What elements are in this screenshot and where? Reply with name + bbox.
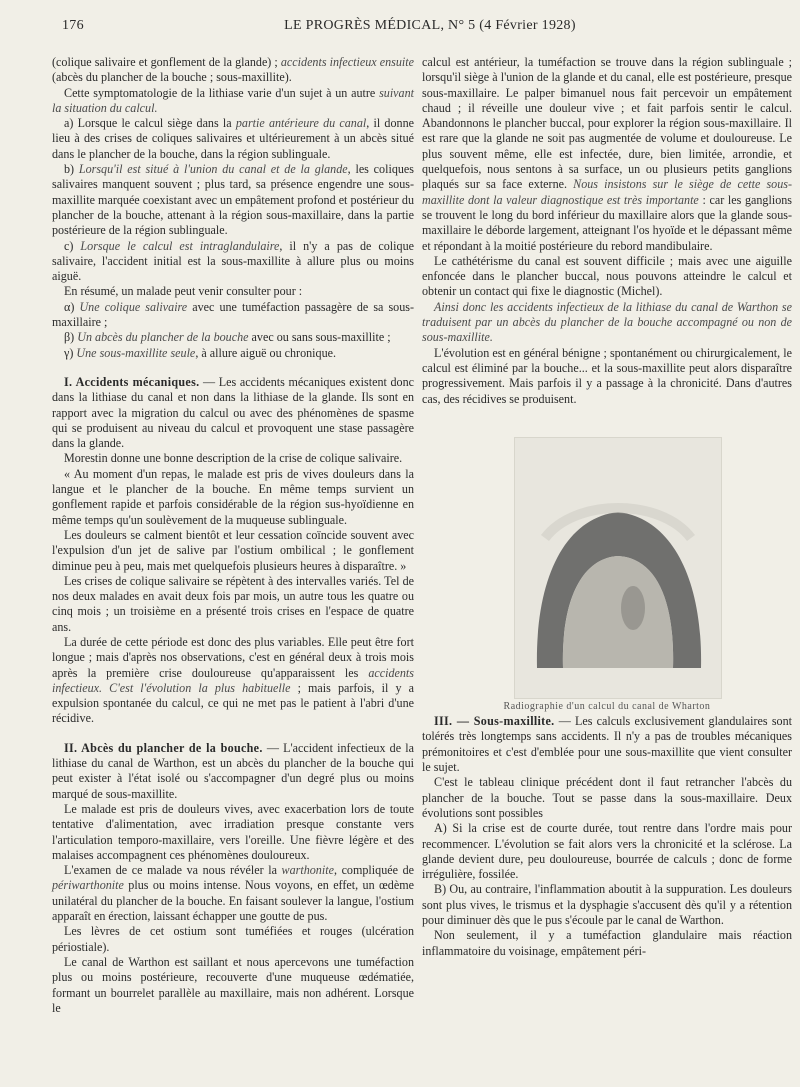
section-submaxillitis: III. — Sous-maxillite. — Les calculs exclusivement glandulaires sont tolérés très longtemps sans accidents. Il n'y a pas de troubles mécaniques prémonitoires et c'est d'emblée pour une sous-maxillite que vient consulter le sujet. (422, 714, 792, 775)
left-column (52, 55, 414, 1016)
paragraph: calcul est antérieur, la tuméfaction se trouve dans la région sublinguale ; lorsqu'il siège à l'union de la glande et du canal, elle est postérieure, presque sous-maxillaire. Le palper bimanuel nous fait percevoir un empâtement chaud ; il réveille une douleur vive ; et fait parfois sentir le calcul. Abandonnons le plancher buccal, pour explorer la région sous-maxillaire. Il est rare que la glande ne soit pas augmentée de volume et douloureuse. Le plus souvent même, elle est infectée, dure, bien limitée, arrondie, et quelquefois, nous sentons à sa surface, un ou plusieurs petits ganglions plaqués sur sa face externe. Nous insistons sur le siège de cette sous-maxillite dont la valeur diagnostique est très importante : car les ganglions se trouvent le long du bord inférieur du maxillaire alors que la glande sous-maxillaire le déborde largement, atteignant l'os hyoïde et le dépassant même et répondant à la moitié postérieure du rebord mandibulaire. (422, 55, 792, 253)
section-heading: I. Accidents mécaniques. (64, 374, 200, 389)
radiograph-image (515, 438, 721, 698)
running-header (62, 18, 798, 40)
paragraph: Ainsi donc les accidents infectieux de la lithiase du canal de Warthon se traduisent par un abcès du plancher de la bouche accompagné ou non de sous-maxillite. (422, 299, 792, 345)
section-mechanical: I. Accidents mécaniques. — Les accidents mécaniques existent donc dans la lithiase du canal et non dans la lithiase de la glande. Ils sont en rapport avec la migration du calcul ou avec des phénomènes de spasme qui se produisent au niveau du calcul et provoquent une stase passagère dans la glande. (52, 374, 414, 451)
list-item: β) Un abcès du plancher de la bouche avec ou sans sous-maxillite ; (64, 330, 391, 345)
paragraph: B) Ou, au contraire, l'inflammation aboutit à la suppuration. Les douleurs sont plus vives, le trismus et la dysphagie s'accusent dès qu'il y a rétention pour diminuer dès que le pus s'écoule par le canal de Warthon. (422, 882, 792, 927)
right-column (422, 55, 792, 959)
paragraph: La durée de cette période est donc des plus variables. Elle peut être fort longue ; mais d'après nos observations, c'est en général deux à trois mois après la première crise douloureuse qu'apparaissent les accidents infectieux. C'est l'évolution la plus habituelle ; mais parfois, il y a expulsion spontanée du calcul, ce qui ne met pas le patient à l'abri d'une récidive. (52, 634, 414, 726)
paragraph: Le canal de Warthon est saillant et nous apercevons une tuméfaction plus ou moins postérieure, recouverte d'une muqueuse œdématiée, formant un bourrelet parallèle au maxillaire, mais non adhérent. Lorsque le (52, 954, 414, 1015)
paragraph: L'évolution est en général bénigne ; spontanément ou chirurgicalement, le calcul est éliminé par la bouche... et la sous-maxillite peut alors disparaître progressivement. Mais parfois il y a passage à la chronicité. Dans d'autres cas, des récidives se produisent. (422, 345, 792, 406)
paragraph: Non seulement, il y a tuméfaction glandulaire mais réaction inflammatoire du voisinage, empâtement péri- (422, 928, 792, 958)
paragraph: Le malade est pris de douleurs vives, avec exacerbation lors de toute tentative d'alimentation, avec irradiation presque constante vers l'articulation temporo-maxillaire, vers l'oreille. Une fièvre légère et des malaises accompagnent ces phénomènes douloureux. (52, 801, 414, 862)
paragraph: Morestin donne une bonne description de la crise de colique salivaire. (64, 451, 403, 466)
paragraph: b) Lorsqu'il est situé à l'union du canal et de la glande, les coliques salivaires manquent souvent ; plus tard, sa présence engendre une sous-maxillite marquée coexistant avec un empâtement profond et postérieur du plancher de la bouche, attenant à la région sous-maxillaire, dans la partie postérieure de la région sublinguale. (52, 162, 414, 238)
figure-caption: Radiographie d'un calcul du canal de Wharton (503, 700, 711, 712)
paragraph: L'examen de ce malade va nous révéler la warthonite, compliquée de périwarthonite plus ou moins intense. Nous voyons, en effet, un œdème unilatéral du plancher de la bouche. En faisant soulever la langue, l'ostium apparaît en érection, laissant échapper une goutte de pus. (52, 863, 414, 924)
quote: Les douleurs se calment bientôt et leur cessation coïncide souvent avec l'expulsion d'un jet de salive par l'ostium ombilical ; le gonflement diminue peu à peu, mais met quelquefois plusieurs heures à disparaître. » (52, 527, 414, 573)
paragraph: C'est le tableau clinique précédent dont il faut retrancher l'abcès du plancher de la bouche. Tout se passe dans la sous-maxillaire. Deux évolutions sont possibles (422, 775, 792, 820)
paragraph: c) Lorsque le calcul est intraglandulaire, il n'y a pas de colique salivaire, l'accident initial est la sous-maxillite à allure plus ou moins aiguë. (52, 238, 414, 284)
paragraph: Cette symptomatologie de la lithiase varie d'un sujet à un autre suivant la situation du calcul. (52, 85, 414, 115)
quote: « Au moment d'un repas, le malade est pris de vives douleurs dans la langue et le plancher de la bouche. En même temps survient un gonflement rapide et parfois considérable de la région sus-hyoïdienne en même temps qu'un soulèvement de la muqueuse sublinguale. (52, 466, 414, 527)
section-abscess: II. Abcès du plancher de la bouche. — L'accident infectieux de la lithiase du canal de Warthon, est un abcès du plancher de la bouche qui peut exister à l'état isolé ou s'accompagner d'un degré plus ou moins marqué de sous-maxillite. (52, 740, 414, 801)
paragraph: a) Lorsque le calcul siège dans la partie antérieure du canal, il donne lieu à des crises de coliques salivaires et ultérieurement à un abcès situé dans le plancher de la bouche, dans la région sublinguale. (52, 116, 414, 161)
section-heading: III. — Sous-maxillite. (434, 714, 555, 729)
paragraph: Les lèvres de cet ostium sont tuméfiées et rouges (ulcération périostiale). (52, 924, 414, 954)
list-item: γ) Une sous-maxillite seule, à allure aiguë ou chronique. (64, 345, 337, 360)
paragraph: En résumé, un malade peut venir consulter pour : (64, 284, 303, 299)
paragraph: Les crises de colique salivaire se répètent à des intervalles variés. Tel de nos deux malades en avait deux fois par mois, un autre tous les quatre ou cinq mois ; un troisième en a présenté trois crises en l'espace de quatre ans. (52, 573, 414, 634)
paragraph: A) Si la crise est de courte durée, tout rentre dans l'ordre mais pour recommencer. L'évolution se fait alors vers la chronicité et la sclérose. La glande devient dure, peu douloureuse, bourrée de calculs ; donc de forme irrégulière, fossilée. (422, 821, 792, 882)
paragraph: Le cathétérisme du canal est souvent difficile ; mais avec une aiguille enfoncée dans le plancher buccal, nous pouvons atteindre le calcul et obtenir un contact qui fixe le diagnostic (Michel). (422, 253, 792, 299)
list-item: α) Une colique salivaire avec une tuméfaction passagère de sa sous-maxillaire ; (52, 299, 415, 330)
journal-title: LE PROGRÈS MÉDICAL, N° 5 (4 Février 1928) (284, 18, 576, 33)
page-number: 176 (62, 18, 84, 33)
radiograph-figure (514, 437, 722, 699)
paragraph: (colique salivaire et gonflement de la glande) ; accidents infectieux ensuite (abcès du plancher de la bouche ; sous-maxillite). (52, 55, 414, 85)
section-heading: II. Abcès du plancher de la bouche. (64, 740, 263, 755)
